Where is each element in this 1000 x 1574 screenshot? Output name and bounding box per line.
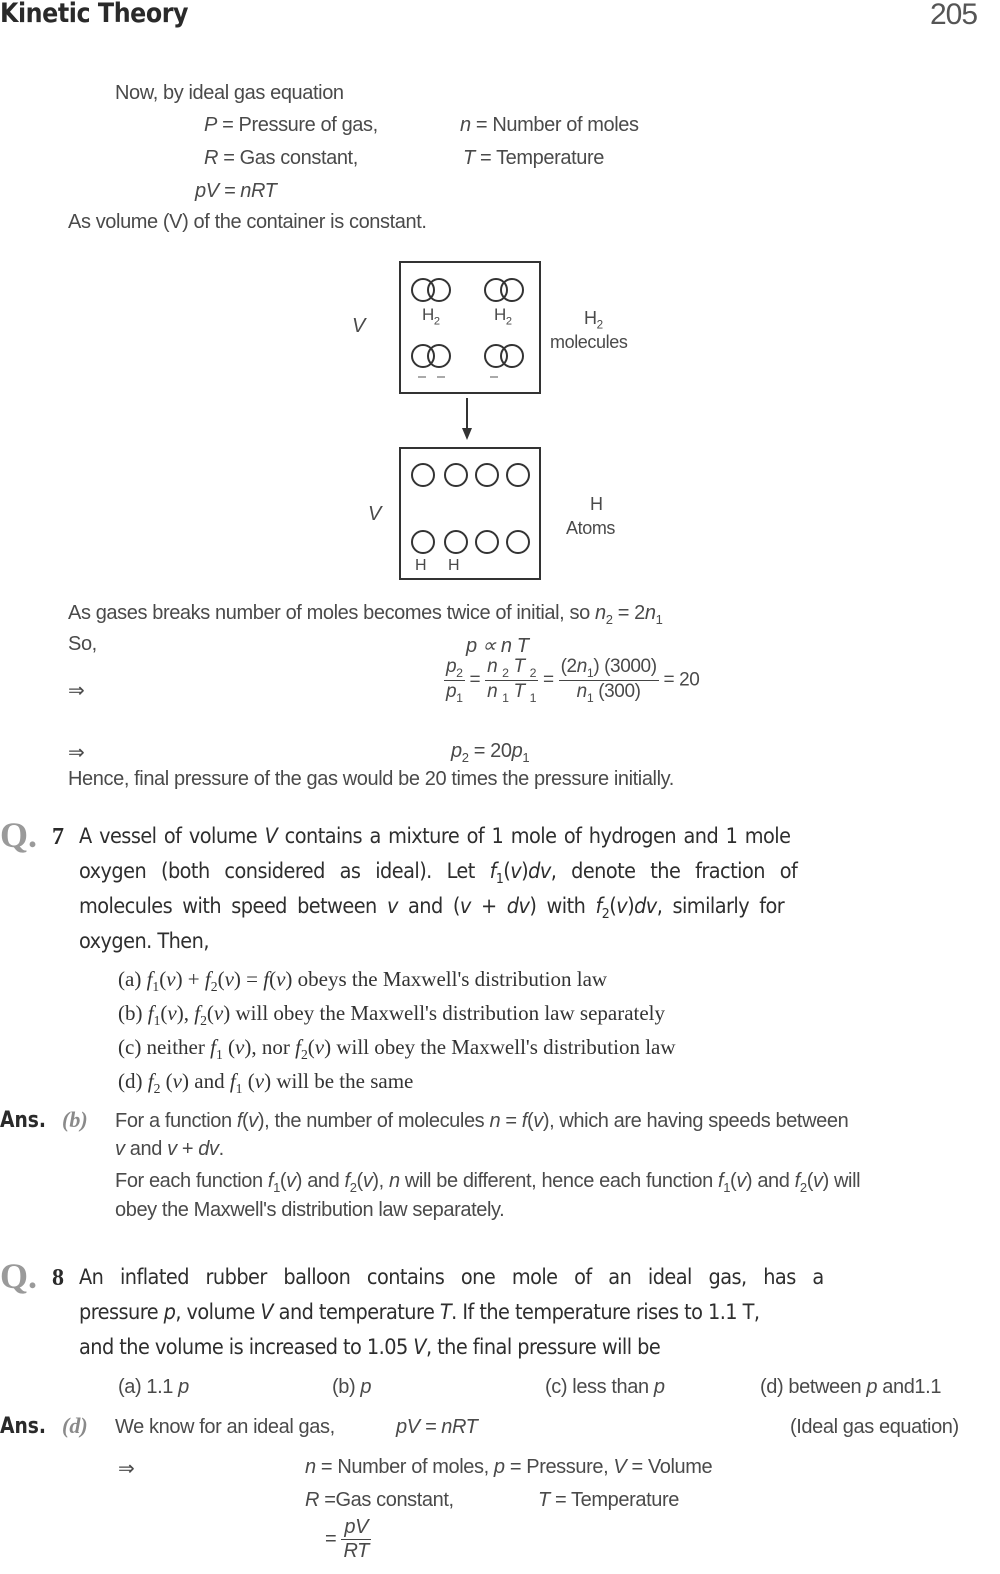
molecules-label: molecules (550, 332, 628, 352)
q8-defs-line-2a: R =Gas constant, (305, 1489, 454, 1511)
h-atoms-container (399, 447, 541, 580)
q7-answer-label: Ans. (0, 1108, 47, 1133)
q8-answer-label: Ans. (0, 1414, 47, 1439)
intro-text: Now, by ideal gas equation (115, 82, 344, 104)
volume-note: As volume (V) of the container is constant. (68, 211, 427, 233)
proportional-eq: p ∝ n T (466, 635, 529, 657)
q7-option-c[interactable]: (c) neither $f_1$ (v), nor $f_2(v)$ will obey the Maxwell's distribution law (118, 1035, 676, 1063)
q7-line-3: molecules with speed between v and (v + dv) with $f_2(v)dv$, similarly for (79, 894, 785, 923)
ideal-gas-equation: pV = nRT (195, 180, 277, 202)
h2-label-1: $H_2$ (422, 305, 440, 328)
q7-option-a[interactable]: (a) $f_1(v) + f_2(v) = f(v)$ obeys the Maxwell's distribution law (118, 967, 608, 995)
q8-defs-line-2b: T = Temperature (538, 1489, 679, 1511)
q8-fraction: = $\frac{pV}{RT}$ (325, 1516, 369, 1562)
def-t: T = Temperature (463, 147, 604, 169)
q8-answer-eq: pV = nRT (396, 1416, 478, 1438)
q8-option-d[interactable]: (d) between p and1.1 (760, 1376, 942, 1398)
final-eq: $p_2 = 20p_1$ (451, 740, 530, 765)
h2-side-label: $H_2$ (584, 308, 603, 332)
h2-container (399, 261, 541, 394)
h-side-label: H (590, 494, 603, 514)
atoms-label: Atoms (566, 518, 616, 538)
q7-marker: Q. (0, 815, 38, 855)
pressure-ratio: $\frac{p_2}{p_1}$ = $\frac{n _2 T _2}{n _1 T _1}$ = $\frac{(2n_1) (3000)}{n_1 (300)}$ = 20 (446, 656, 700, 705)
q7-answer-line-1: For a function f(v), the number of molecules n = f(v), which are having speeds between (115, 1110, 849, 1132)
q8-line-1: An inflated rubber balloon contains one mole of an ideal gas, has a (79, 1265, 824, 1289)
break-note: As gases breaks number of moles becomes twice of initial, so $n_2 = 2n_1$ (68, 602, 663, 627)
page-number: 205 (930, 0, 978, 31)
q8-answer-eq-note: (Ideal gas equation) (790, 1416, 959, 1438)
q8-implies: ⇒ (118, 1458, 135, 1480)
q8-option-b[interactable]: (b) p (332, 1376, 372, 1398)
h-atom-label-1: H (415, 557, 427, 574)
q8-line-2: pressure p, volume V and temperature T. If the temperature rises to 1.1 T, (79, 1300, 760, 1324)
q7-answer-line-3: For each function $f_1(v)$ and $f_2(v)$, n will be different, hence each function $f_1(v)$ and $f_2(v)$ will (115, 1170, 861, 1195)
bottom-volume-label: V (368, 503, 381, 525)
q8-answer-intro: We know for an ideal gas, (115, 1416, 335, 1438)
implies-2: ⇒ (68, 742, 85, 764)
q7-option-d[interactable]: (d) $f_2$ (v) and $f_1$ (v) will be the same (118, 1069, 414, 1097)
q7-option-b[interactable]: (b) $f_1(v)$, $f_2(v)$ will obey the Maxwell's distribution law separately (118, 1001, 666, 1029)
implies-1: ⇒ (68, 680, 85, 702)
q8-answer-option: (d) (62, 1413, 88, 1438)
q7-line-1: A vessel of volume V contains a mixture of 1 mole of hydrogen and 1 mole (79, 824, 791, 848)
q8-marker: Q. (0, 1256, 38, 1296)
conclusion: Hence, final pressure of the gas would be 20 times the pressure initially. (68, 768, 674, 790)
q7-line-2: oxygen (both considered as ideal). Let $f_1(v)dv$, denote the fraction of (79, 859, 798, 888)
q7-answer-line-2: v and v + dv. (115, 1138, 224, 1160)
h-atom-label-2: H (448, 557, 460, 574)
arrow-down-icon (459, 398, 475, 442)
h2-label-2: $H_2$ (494, 305, 512, 328)
q8-defs-line-1: n = Number of moles, p = Pressure, V = Volume (305, 1456, 713, 1478)
chapter-title: Kinetic Theory (0, 0, 189, 29)
so-label: So, (68, 633, 97, 655)
def-n: n = Number of moles (460, 114, 639, 136)
q8-option-a[interactable]: (a) 1.1 p (118, 1376, 189, 1398)
top-volume-label: V (352, 315, 365, 337)
q8-line-3: and the volume is increased to 1.05 V, the final pressure will be (79, 1335, 661, 1359)
q7-line-4: oxygen. Then, (79, 929, 209, 953)
def-r: R = Gas constant, (204, 147, 358, 169)
h2-molecules-icon (401, 263, 539, 392)
q7-answer-option: (b) (62, 1107, 88, 1132)
q8-number: 8 (52, 1265, 64, 1291)
q8-option-c[interactable]: (c) less than p (545, 1376, 665, 1398)
q7-number: 7 (52, 824, 64, 850)
q7-answer-line-4: obey the Maxwell's distribution law separately. (115, 1199, 505, 1221)
def-p: P = Pressure of gas, (204, 114, 378, 136)
